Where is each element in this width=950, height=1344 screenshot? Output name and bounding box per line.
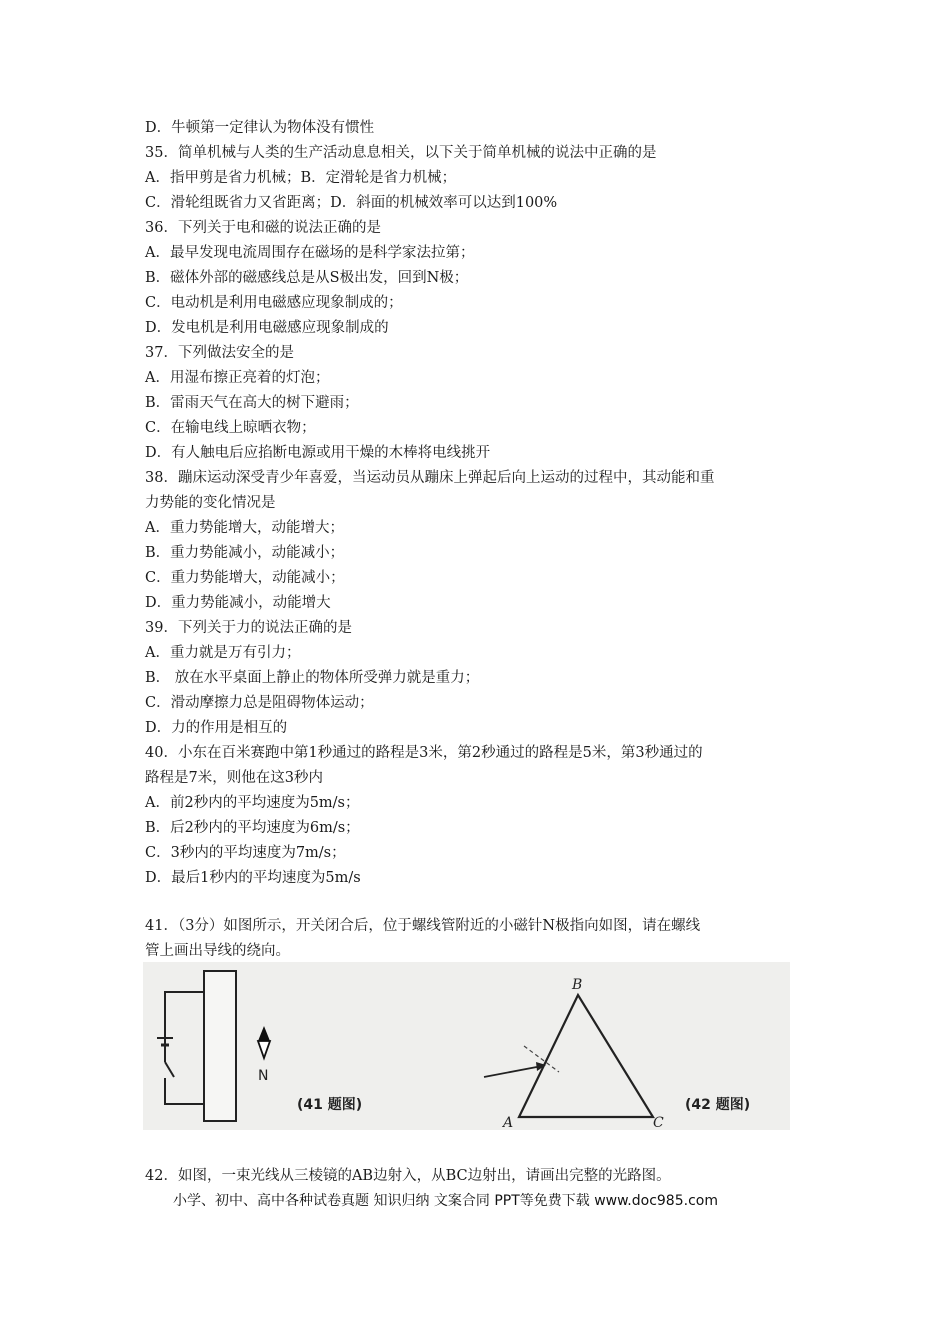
q40-option-d: D．最后1秒内的平均速度为5m/s	[145, 870, 361, 886]
text-line-d-newton: D．牛顿第一定律认为物体没有惯性	[145, 120, 375, 136]
q37-option-d: D．有人触电后应掐断电源或用干燥的木棒将电线挑开	[145, 445, 491, 461]
q36-option-d: D．发电机是利用电磁感应现象制成的	[145, 320, 389, 336]
needle-n-label: N	[258, 1068, 269, 1084]
question-41-cont: 管上画出导线的绕向。	[145, 943, 290, 959]
q38-option-d: D．重力势能减小，动能增大	[145, 595, 331, 611]
q35-options-cd: C．滑轮组既省力又省距离；D．斜面的机械效率可以达到100%	[145, 195, 558, 211]
question-42: 42．如图，一束光线从三棱镜的AB边射入，从BC边射出，请画出完整的光路图。	[145, 1168, 671, 1184]
figure-drawing	[143, 962, 790, 1130]
q36-option-c: C．电动机是利用电磁感应现象制成的；	[145, 295, 403, 311]
question-36: 36．下列关于电和磁的说法正确的是	[145, 220, 381, 236]
vertex-c: C	[653, 1115, 664, 1130]
q37-option-c: C．在输电线上晾晒衣物；	[145, 420, 316, 436]
q35-options-ab: A．指甲剪是省力机械；B．定滑轮是省力机械；	[145, 170, 457, 186]
q36-option-a: A．最早发现电流周围存在磁场的是科学家法拉第；	[145, 245, 475, 261]
caption-41: (41 题图)	[297, 1097, 363, 1113]
circuit-wire	[165, 992, 204, 1104]
q40-option-a: A．前2秒内的平均速度为5m/s；	[145, 795, 360, 811]
question-40: 40．小东在百米赛跑中第1秒通过的路程是3米，第2秒通过的路程是5米，第3秒通过的	[145, 745, 703, 761]
q36-option-b: B．磁体外部的磁感线总是从S极出发，回到N极；	[145, 270, 469, 286]
compass-needle-south	[258, 1041, 270, 1058]
q40-option-c: C．3秒内的平均速度为7m/s；	[145, 845, 346, 861]
q39-option-a: A．重力就是万有引力；	[145, 645, 301, 661]
q37-option-b: B．雷雨天气在高大的树下避雨；	[145, 395, 359, 411]
q38-option-b: B．重力势能减小，动能减小；	[145, 545, 345, 561]
caption-42: (42 题图)	[685, 1097, 751, 1113]
q40-option-b: B．后2秒内的平均速度为6m/s；	[145, 820, 360, 836]
question-41: 41．（3分）如图所示，开关闭合后，位于螺线管附近的小磁针N极指向如图，请在螺线	[145, 918, 701, 934]
vertex-b: B	[572, 977, 583, 993]
vertex-a: A	[503, 1115, 514, 1130]
question-35: 35．简单机械与人类的生产活动息息相关，以下关于简单机械的说法中正确的是	[145, 145, 657, 161]
q38-option-c: C．重力势能增大，动能减小；	[145, 570, 345, 586]
figure-41-42	[143, 962, 790, 1130]
question-37: 37．下列做法安全的是	[145, 345, 294, 361]
incident-ray	[484, 1066, 542, 1077]
question-38: 38．蹦床运动深受青少年喜爱，当运动员从蹦床上弹起后向上运动的过程中，其动能和重	[145, 470, 715, 486]
question-38-cont: 力势能的变化情况是	[145, 495, 276, 511]
q39-option-d: D．力的作用是相互的	[145, 720, 288, 736]
switch-gap	[161, 1062, 169, 1078]
prism-triangle	[519, 995, 653, 1117]
q38-option-a: A．重力势能增大，动能增大；	[145, 520, 344, 536]
solenoid	[204, 971, 236, 1121]
q37-option-a: A．用湿布擦正亮着的灯泡；	[145, 370, 330, 386]
q39-option-c: C．滑动摩擦力总是阻碍物体运动；	[145, 695, 374, 711]
footer-watermark: 小学、初中、高中各种试卷真题 知识归纳 文案合同 PPT等免费下载 www.doc985.com	[173, 1193, 718, 1209]
question-39: 39．下列关于力的说法正确的是	[145, 620, 352, 636]
compass-needle-north	[258, 1026, 270, 1041]
question-40-cont: 路程是7米，则他在这3秒内	[145, 770, 323, 786]
q39-option-b: B． 放在水平桌面上静止的物体所受弹力就是重力；	[145, 670, 480, 686]
